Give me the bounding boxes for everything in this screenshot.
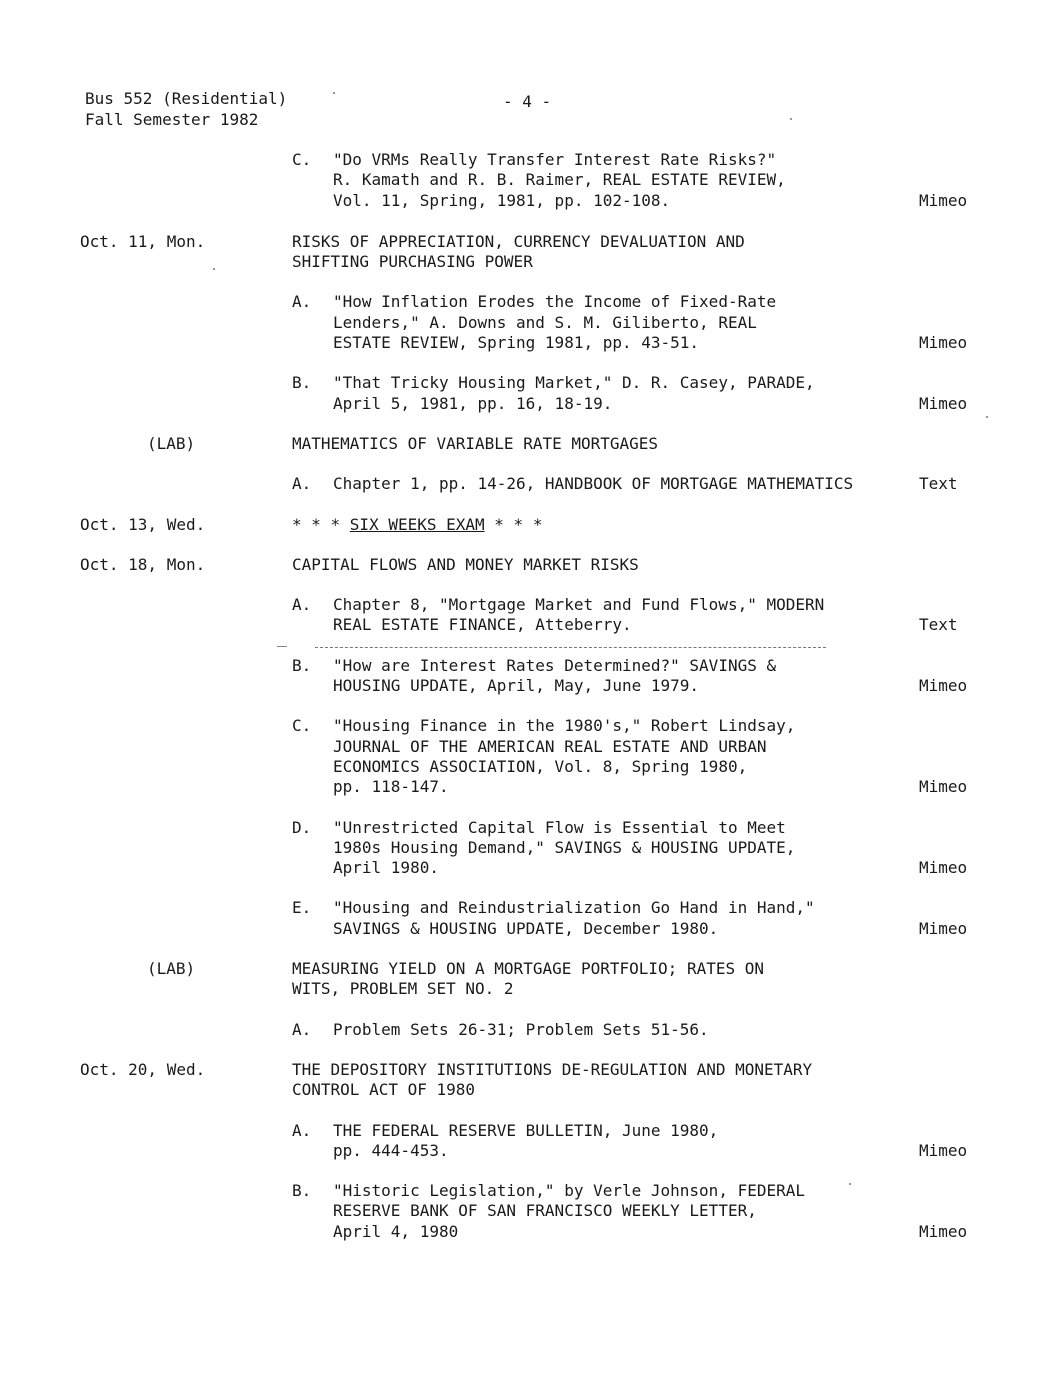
scan-speck — [213, 268, 215, 270]
divider-line — [315, 647, 826, 648]
citation-line: "Housing Finance in the 1980's," Robert Lindsay, — [333, 716, 796, 736]
reading-item-row — [0, 474, 1064, 494]
item-letter: C. — [292, 150, 312, 169]
topic-heading — [292, 1060, 912, 1101]
reading-item-row — [0, 656, 1064, 697]
schedule-topic-row — [0, 555, 1064, 575]
item-letter: C. — [292, 716, 312, 736]
reading-item-row — [0, 1020, 1064, 1040]
reading-citation — [333, 818, 913, 879]
item-letter: B. — [292, 655, 312, 675]
source-type: Mimeo — [919, 676, 968, 696]
topic-line: MATHEMATICS OF VARIABLE RATE MORTGAGES — [292, 433, 659, 453]
reading-citation — [333, 716, 913, 797]
reading-citation — [333, 1181, 913, 1242]
reading-citation — [333, 474, 913, 494]
syllabus-schedule — [0, 150, 1064, 1242]
citation-line: "How are Interest Rates Determined?" SAVINGS & — [333, 655, 777, 675]
citation-line: "How Inflation Erodes the Income of Fixed-Rate — [333, 292, 777, 312]
citation-line: "Do VRMs Really Transfer Interest Rate Risks?" — [333, 150, 777, 169]
reading-item-row — [0, 595, 1064, 636]
source-type: Mimeo — [919, 1140, 968, 1160]
item-letter: D. — [292, 817, 312, 837]
citation-line: ESTATE REVIEW, Spring 1981, pp. 43-51. — [333, 333, 700, 353]
exam-notice — [292, 515, 912, 535]
topic-line: WITS, PROBLEM SET NO. 2 — [292, 979, 514, 999]
source-type: Mimeo — [919, 393, 968, 413]
source-type: Mimeo — [919, 918, 968, 938]
citation-line: THE FEDERAL RESERVE BULLETIN, June 1980, — [333, 1120, 719, 1140]
item-letter: E. — [292, 898, 312, 918]
item-letter: A. — [292, 1120, 312, 1140]
citation-line: R. Kamath and R. B. Raimer, REAL ESTATE REVIEW, — [333, 170, 786, 190]
item-letter: B. — [292, 373, 312, 393]
topic-line: RISKS OF APPRECIATION, CURRENCY DEVALUATION AND — [292, 231, 745, 251]
item-letter: A. — [292, 474, 312, 494]
item-letter: B. — [292, 1181, 312, 1201]
item-letter: A. — [292, 1019, 312, 1039]
reading-item-row — [0, 1181, 1064, 1242]
reading-item-row — [0, 716, 1064, 797]
topic-line: * * * SIX WEEKS EXAM * * * — [292, 514, 543, 534]
citation-line: RESERVE BANK OF SAN FRANCISCO WEEKLY LETTER, — [333, 1201, 757, 1221]
semester-label: Fall Semester 1982 — [85, 110, 259, 129]
source-type: Text — [919, 474, 958, 494]
scan-speck — [790, 118, 792, 120]
reading-citation — [333, 1121, 913, 1162]
schedule-topic-row — [0, 515, 1064, 535]
citation-line: April 4, 1980 — [333, 1221, 459, 1241]
scan-speck — [986, 416, 988, 418]
source-type: Mimeo — [919, 190, 968, 210]
scan-speck — [849, 1183, 851, 1185]
citation-line: SAVINGS & HOUSING UPDATE, December 1980. — [333, 918, 719, 938]
citation-line: Chapter 8, "Mortgage Market and Fund Flows," MODERN — [333, 595, 825, 615]
source-type: Mimeo — [919, 858, 968, 878]
topic-line: SHIFTING PURCHASING POWER — [292, 252, 533, 272]
topic-heading — [292, 232, 912, 273]
reading-citation — [333, 898, 913, 939]
citation-line: REAL ESTATE FINANCE, Atteberry. — [333, 615, 632, 635]
citation-line: "That Tricky Housing Market," D. R. Casey, PARADE, — [333, 373, 815, 393]
source-type: Text — [919, 615, 958, 635]
topic-line: CONTROL ACT OF 1980 — [292, 1080, 476, 1100]
citation-line: April 1980. — [333, 858, 439, 878]
item-letter: A. — [292, 292, 312, 312]
citation-line: Chapter 1, pp. 14-26, HANDBOOK OF MORTGAGE MATHEMATICS — [333, 474, 854, 494]
topic-line: MEASURING YIELD ON A MORTGAGE PORTFOLIO; RATES ON — [292, 959, 765, 979]
reading-item-row — [0, 150, 1064, 211]
source-type: Mimeo — [919, 1221, 968, 1241]
source-type: Mimeo — [919, 777, 968, 797]
topic-heading — [292, 555, 912, 575]
citation-line: pp. 118-147. — [333, 777, 449, 797]
schedule-topic-row — [0, 1060, 1064, 1101]
item-letter: A. — [292, 595, 312, 615]
topic-heading — [292, 434, 912, 454]
exam-title: SIX WEEKS EXAM — [349, 514, 485, 534]
citation-line: Vol. 11, Spring, 1981, pp. 102-108. — [333, 190, 671, 210]
reading-item-row — [0, 898, 1064, 939]
session-date: Oct. 13, Wed. — [80, 514, 206, 534]
reading-citation — [333, 150, 913, 211]
citation-line: Lenders," A. Downs and S. M. Giliberto, REAL — [333, 312, 757, 332]
citation-line: "Unrestricted Capital Flow is Essential to Meet — [333, 817, 786, 837]
citation-line: JOURNAL OF THE AMERICAN REAL ESTATE AND URBAN — [333, 736, 767, 756]
citation-line: "Housing and Reindustrialization Go Hand in Hand," — [333, 898, 815, 918]
citation-line: Problem Sets 26-31; Problem Sets 51-56. — [333, 1019, 709, 1039]
citation-line: 1980s Housing Demand," SAVINGS & HOUSING UPDATE, — [333, 837, 796, 857]
divider-mark — [277, 646, 287, 647]
reading-item-row — [0, 373, 1064, 414]
citation-line: "Historic Legislation," by Verle Johnson, FEDERAL — [333, 1181, 806, 1201]
session-date: Oct. 11, Mon. — [80, 231, 206, 251]
citation-line: ECONOMICS ASSOCIATION, Vol. 8, Spring 1980, — [333, 756, 748, 776]
reading-citation — [333, 1020, 913, 1040]
lab-label: (LAB) — [147, 959, 196, 979]
reading-citation — [333, 373, 913, 414]
topic-line: CAPITAL FLOWS AND MONEY MARKET RISKS — [292, 554, 639, 574]
reading-item-row — [0, 1121, 1064, 1162]
topic-line: THE DEPOSITORY INSTITUTIONS DE-REGULATION AND MONETARY — [292, 1059, 813, 1079]
schedule-topic-row — [0, 959, 1064, 1000]
source-type: Mimeo — [919, 333, 968, 353]
session-date: Oct. 18, Mon. — [80, 554, 206, 574]
session-date: Oct. 20, Wed. — [80, 1059, 206, 1079]
reading-item-row — [0, 818, 1064, 879]
scan-speck — [333, 92, 335, 94]
reading-citation — [333, 595, 913, 636]
citation-line: HOUSING UPDATE, April, May, June 1979. — [333, 676, 700, 696]
topic-heading — [292, 959, 912, 1000]
schedule-topic-row — [0, 434, 1064, 454]
citation-line: April 5, 1981, pp. 16, 18-19. — [333, 393, 613, 413]
reading-citation — [333, 292, 913, 353]
citation-line: pp. 444-453. — [333, 1140, 449, 1160]
reading-citation — [333, 656, 913, 697]
schedule-topic-row — [0, 232, 1064, 273]
course-title: Bus 552 (Residential) — [85, 89, 288, 108]
page-number: - 4 - — [503, 92, 552, 111]
reading-item-row — [0, 292, 1064, 353]
lab-label: (LAB) — [147, 433, 196, 453]
